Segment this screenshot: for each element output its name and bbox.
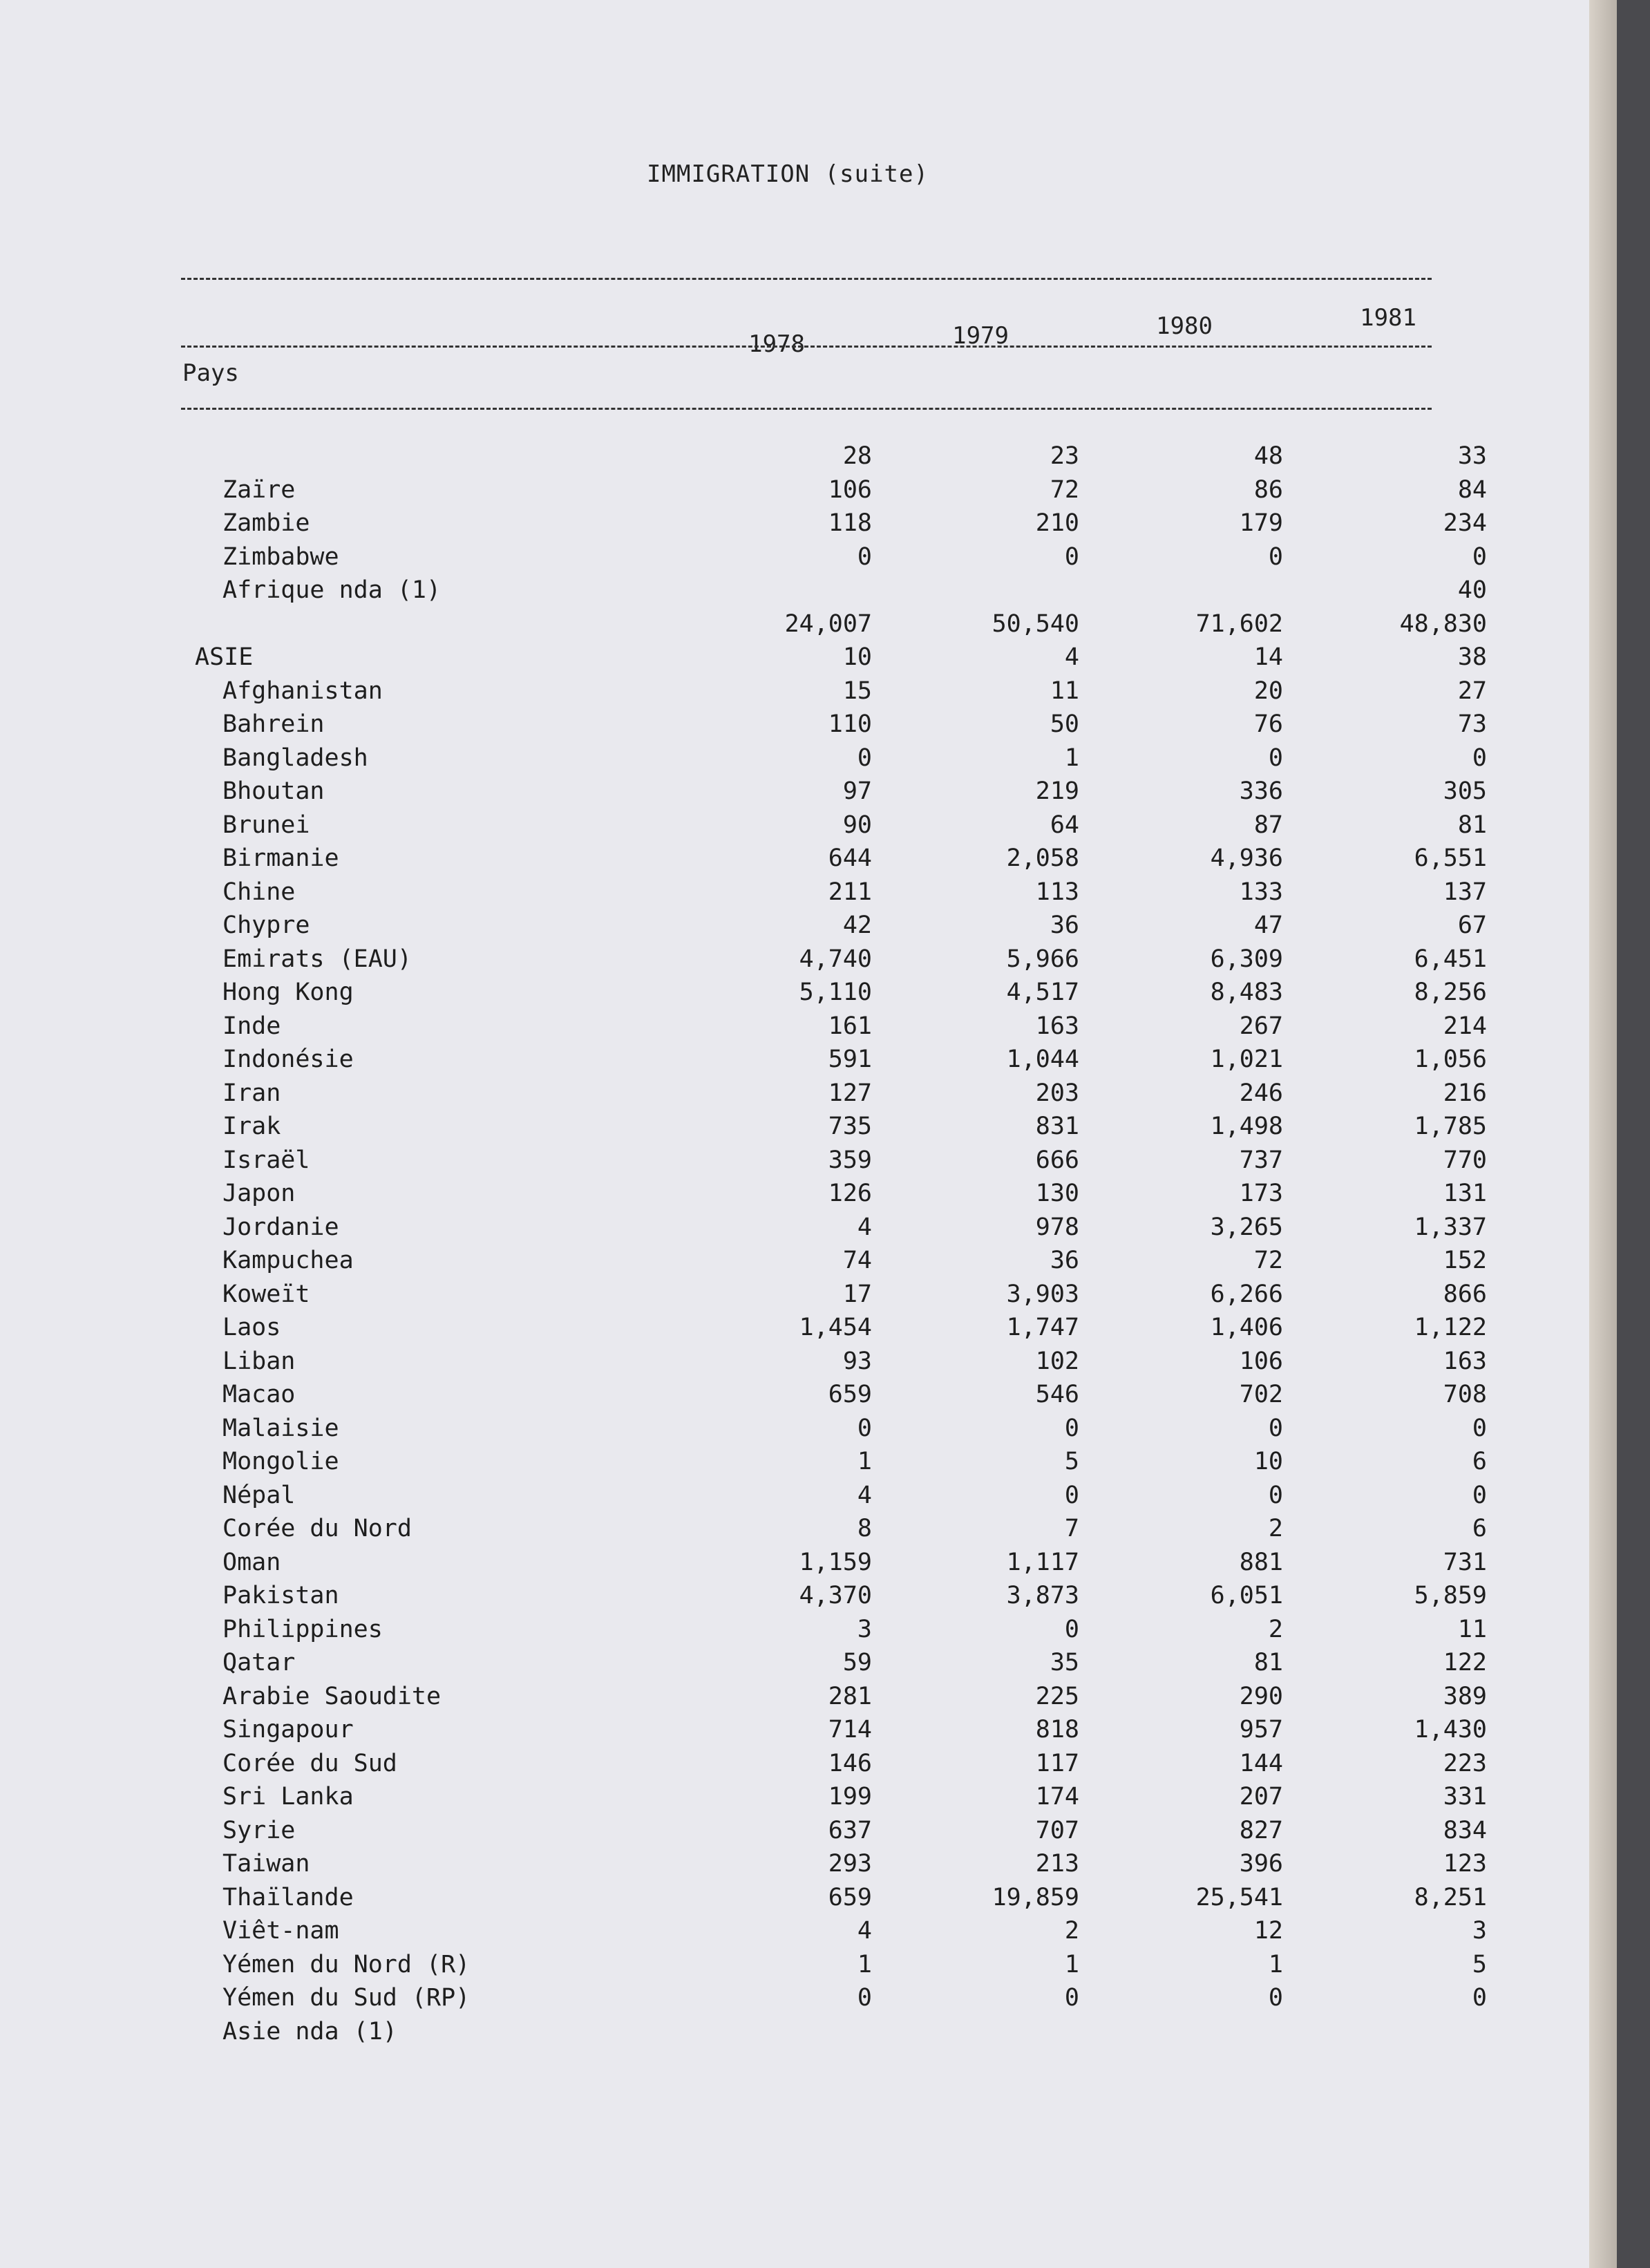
- value-1978: 118: [828, 509, 872, 537]
- value-1978: 42: [842, 911, 872, 939]
- table-row: [181, 911, 1487, 945]
- value-1980: 8,483: [1210, 979, 1283, 1006]
- value-1978: 637: [828, 1816, 872, 1844]
- country-name: Sri Lanka: [222, 1783, 354, 1811]
- value-1980: 1,021: [1210, 1046, 1283, 1073]
- country-name: Viêt-nam: [222, 1917, 339, 1945]
- table-row: [181, 1716, 1487, 1750]
- region-label: ASIE: [195, 643, 254, 671]
- value-1978: 15: [842, 677, 872, 705]
- value-1981: 73: [1457, 710, 1487, 738]
- value-1981: 0: [1472, 1414, 1487, 1442]
- value-1980: 47: [1253, 911, 1283, 939]
- value-1978: 199: [828, 1783, 872, 1811]
- value-1981: 84: [1457, 475, 1487, 504]
- value-1980: 133: [1239, 878, 1283, 906]
- value-1981: 331: [1443, 1783, 1487, 1811]
- country-name: Hong Kong: [222, 979, 354, 1006]
- value-1979: 203: [1035, 1079, 1079, 1107]
- header-rule-middle: [181, 346, 1432, 348]
- table-row: [181, 878, 1487, 912]
- table-row: [181, 1046, 1487, 1079]
- value-1978: 4: [857, 1481, 872, 1509]
- value-1979: 2,058: [1006, 844, 1079, 872]
- value-1979: 130: [1035, 1180, 1079, 1207]
- value-1980: 81: [1253, 1649, 1283, 1676]
- value-1978: 8: [857, 1515, 872, 1542]
- value-1978: 127: [828, 1079, 872, 1107]
- country-name: Afghanistan: [222, 677, 383, 705]
- year-header-1978: 1978: [748, 330, 805, 358]
- value-1979: 113: [1035, 878, 1079, 906]
- table-row: [181, 2018, 1459, 2052]
- table-row: [181, 1213, 1487, 1247]
- value-1981: 8,256: [1414, 979, 1487, 1006]
- value-1980: 20: [1253, 677, 1283, 705]
- value-1979: 11: [1050, 677, 1079, 705]
- value-1980: 1,406: [1210, 1314, 1283, 1341]
- value-1980: 0: [1268, 1414, 1283, 1442]
- value-1978: 1: [857, 1448, 872, 1475]
- country-name: Arabie Saoudite: [222, 1682, 442, 1710]
- value-1981: 223: [1443, 1749, 1487, 1777]
- value-1979: 1,747: [1006, 1314, 1079, 1341]
- value-1981: 6: [1472, 1515, 1487, 1542]
- value-1978: 110: [828, 710, 872, 738]
- value-1979: 0: [1064, 1615, 1079, 1643]
- value-1981: 834: [1443, 1816, 1487, 1844]
- country-name: Pakistan: [222, 1582, 339, 1609]
- value-1980: 87: [1253, 811, 1283, 839]
- table-row: [181, 1515, 1487, 1549]
- table-row: [181, 609, 1487, 644]
- value-1979: 1,044: [1006, 1046, 1079, 1073]
- country-name: Zaïre: [222, 475, 296, 504]
- value-1981: 11: [1457, 1615, 1487, 1643]
- country-name: Afrique nda (1): [222, 576, 442, 604]
- value-1981: 5: [1472, 1950, 1487, 1978]
- table-row: [181, 710, 1487, 744]
- table-row: [181, 1347, 1487, 1381]
- value-1979: 35: [1050, 1649, 1079, 1676]
- value-1979: 2: [1064, 1917, 1079, 1945]
- country-name: Asie nda (1): [222, 2017, 397, 2045]
- value-1979: 102: [1035, 1347, 1079, 1375]
- value-1978: 0: [857, 1414, 872, 1442]
- value-1981: 38: [1457, 643, 1487, 671]
- value-1979: 36: [1050, 1247, 1079, 1274]
- value-1978: 59: [842, 1649, 872, 1676]
- value-1981: 1,056: [1414, 1046, 1487, 1073]
- value-1979: 4,517: [1006, 979, 1079, 1006]
- value-1978: 0: [857, 744, 872, 772]
- value-1980: 207: [1239, 1783, 1283, 1811]
- value-1978: 28: [842, 442, 872, 470]
- value-1980: 144: [1239, 1749, 1283, 1777]
- country-name: Malaisie: [222, 1414, 339, 1442]
- page-edge: [1589, 0, 1617, 2268]
- value-1980: 0: [1268, 744, 1283, 772]
- country-name: Japon: [222, 1180, 296, 1207]
- table-row: [181, 677, 1487, 711]
- table-row: [181, 744, 1487, 778]
- table-row: [181, 1481, 1487, 1515]
- table-row: [181, 1146, 1487, 1180]
- country-name: Bangladesh: [222, 744, 368, 772]
- country-name: Yémen du Sud (RP): [222, 1984, 471, 2012]
- value-1980: 702: [1239, 1381, 1283, 1408]
- value-1979: 3,873: [1006, 1582, 1079, 1609]
- value-1978: 126: [828, 1180, 872, 1207]
- country-name: Israël: [222, 1146, 310, 1174]
- value-1980: 0: [1268, 1984, 1283, 2012]
- value-1981: 3: [1472, 1917, 1487, 1945]
- value-1979: 3,903: [1006, 1280, 1079, 1308]
- table-row: [181, 811, 1487, 845]
- value-1980: 336: [1239, 777, 1283, 805]
- value-1978: 659: [828, 1883, 872, 1911]
- value-1981: 6,551: [1414, 844, 1487, 872]
- country-name: Zimbabwe: [222, 542, 339, 571]
- table-row: [181, 1682, 1487, 1717]
- value-1978: 359: [828, 1146, 872, 1174]
- value-1980: 827: [1239, 1816, 1283, 1844]
- table-row: [181, 1247, 1487, 1281]
- value-1981: 40: [1457, 576, 1487, 604]
- value-1978: 90: [842, 811, 872, 839]
- value-1980: 957: [1239, 1716, 1283, 1743]
- country-name: Taiwan: [222, 1850, 310, 1878]
- table-row: [181, 643, 1487, 677]
- value-1978: 3: [857, 1615, 872, 1643]
- value-1978: 74: [842, 1247, 872, 1274]
- value-1981: 5,859: [1414, 1582, 1487, 1609]
- country-name: Irak: [222, 1113, 281, 1140]
- value-1980: 86: [1253, 475, 1283, 504]
- value-1980: 6,051: [1210, 1582, 1283, 1609]
- table-row: [181, 1012, 1487, 1046]
- value-1980: 2: [1268, 1515, 1283, 1542]
- table-row: [181, 1883, 1487, 1918]
- country-name: Emirats (EAU): [222, 945, 412, 973]
- year-header-1980: 1980: [1156, 312, 1213, 340]
- value-1981: 770: [1443, 1146, 1487, 1174]
- country-name: Népal: [222, 1481, 296, 1509]
- value-1979: 174: [1035, 1783, 1079, 1811]
- value-1978: 714: [828, 1716, 872, 1743]
- country-name: Zambie: [222, 509, 310, 537]
- value-1980: 14: [1253, 643, 1283, 671]
- value-1981: 137: [1443, 878, 1487, 906]
- table-row: [181, 1749, 1487, 1784]
- value-1981: 152: [1443, 1247, 1487, 1274]
- value-1980: 12: [1253, 1917, 1283, 1945]
- table-row: [181, 777, 1487, 811]
- table-row: [181, 1180, 1487, 1213]
- value-1981: 1,430: [1414, 1716, 1487, 1743]
- value-1978: 4,740: [799, 945, 872, 973]
- value-1979: 213: [1035, 1850, 1079, 1878]
- value-1980: 106: [1239, 1347, 1283, 1375]
- table-row: [181, 442, 1487, 476]
- table-row: [181, 1582, 1487, 1616]
- country-name: Singapour: [222, 1716, 354, 1743]
- value-1981: 866: [1443, 1280, 1487, 1308]
- table-row: [181, 1448, 1487, 1482]
- table-row: [181, 576, 1487, 610]
- value-1981: 0: [1472, 744, 1487, 772]
- value-1979: 818: [1035, 1716, 1079, 1743]
- table-row: [181, 475, 1487, 510]
- value-1979: 546: [1035, 1381, 1079, 1408]
- country-name: Corée du Nord: [222, 1515, 412, 1542]
- value-1978: 17: [842, 1280, 872, 1308]
- value-1978: 4: [857, 1213, 872, 1241]
- value-1981: 0: [1472, 1984, 1487, 2012]
- value-1981: 1,337: [1414, 1213, 1487, 1241]
- value-1979: 72: [1050, 475, 1079, 504]
- value-1979: 210: [1035, 509, 1079, 537]
- value-1979: 1: [1064, 744, 1079, 772]
- table-row: [181, 1615, 1487, 1650]
- value-1981: 122: [1443, 1649, 1487, 1676]
- country-column-header: Pays: [182, 359, 239, 387]
- value-1980: 396: [1239, 1850, 1283, 1878]
- value-1980: 25,541: [1195, 1883, 1283, 1911]
- value-1981: 1,122: [1414, 1314, 1487, 1341]
- value-1981: 163: [1443, 1347, 1487, 1375]
- country-name: Chine: [222, 878, 296, 906]
- value-1979: 5,966: [1006, 945, 1079, 973]
- header-rule-top: [181, 278, 1432, 280]
- table-row: [181, 1649, 1487, 1683]
- value-1980: 6,309: [1210, 945, 1283, 973]
- value-1980: 267: [1239, 1012, 1283, 1040]
- value-1979: 163: [1035, 1012, 1079, 1040]
- country-name: Bahrein: [222, 710, 325, 738]
- country-name: Liban: [222, 1347, 296, 1375]
- value-1979: 23: [1050, 442, 1079, 470]
- value-1981: 216: [1443, 1079, 1487, 1107]
- value-1980: 1,498: [1210, 1113, 1283, 1140]
- value-1979: 978: [1035, 1213, 1079, 1241]
- value-1980: 737: [1239, 1146, 1283, 1174]
- table-row: [181, 542, 1487, 577]
- value-1978: 4,370: [799, 1582, 872, 1609]
- table-row: [181, 1079, 1487, 1113]
- value-1978: 591: [828, 1046, 872, 1073]
- value-1979: 5: [1064, 1448, 1079, 1475]
- table-row: [181, 945, 1487, 979]
- value-1979: 117: [1035, 1749, 1079, 1777]
- value-1978: 293: [828, 1850, 872, 1878]
- value-1979: 7: [1064, 1515, 1079, 1542]
- country-name: Birmanie: [222, 844, 339, 872]
- value-1980: 10: [1253, 1448, 1283, 1475]
- value-1979: 831: [1035, 1113, 1079, 1140]
- value-1978: 10: [842, 643, 872, 671]
- table-row: [181, 509, 1487, 543]
- value-1978: 0: [857, 1984, 872, 2012]
- table-row: [181, 1548, 1487, 1582]
- value-1981: 731: [1443, 1548, 1487, 1576]
- value-1979: 0: [1064, 1481, 1079, 1509]
- table-row: [181, 1783, 1487, 1817]
- value-1980: 6,266: [1210, 1280, 1283, 1308]
- table-row: [181, 1314, 1487, 1348]
- value-1978: 211: [828, 878, 872, 906]
- country-name: Syrie: [222, 1816, 296, 1844]
- value-1980: 290: [1239, 1682, 1283, 1710]
- country-name: Macao: [222, 1381, 296, 1408]
- value-1981: 48,830: [1399, 609, 1487, 638]
- value-1980: 0: [1268, 542, 1283, 571]
- value-1979: 4: [1064, 643, 1079, 671]
- value-1980: 881: [1239, 1548, 1283, 1576]
- country-name: Corée du Sud: [222, 1749, 397, 1777]
- table-row: [181, 1816, 1487, 1851]
- value-1979: 219: [1035, 777, 1079, 805]
- table-row: [181, 1950, 1487, 1985]
- value-1979: 19,859: [992, 1883, 1079, 1911]
- table-row: [181, 1113, 1487, 1146]
- value-1979: 0: [1064, 1414, 1079, 1442]
- value-1981: 33: [1457, 442, 1487, 470]
- value-1981: 234: [1443, 509, 1487, 537]
- value-1978: 1,454: [799, 1314, 872, 1341]
- value-1978: 146: [828, 1749, 872, 1777]
- value-1981: 123: [1443, 1850, 1487, 1878]
- value-1980: 1: [1268, 1950, 1283, 1978]
- country-name: Yémen du Nord (R): [222, 1950, 471, 1978]
- value-1981: 27: [1457, 677, 1487, 705]
- value-1981: 0: [1472, 1481, 1487, 1509]
- country-name: Oman: [222, 1548, 281, 1576]
- country-name: Indonésie: [222, 1046, 354, 1073]
- value-1981: 6: [1472, 1448, 1487, 1475]
- value-1980: 76: [1253, 710, 1283, 738]
- country-name: Qatar: [222, 1649, 296, 1676]
- country-name: Kampuchea: [222, 1247, 354, 1274]
- value-1981: 389: [1443, 1682, 1487, 1710]
- value-1979: 64: [1050, 811, 1079, 839]
- country-name: Jordanie: [222, 1213, 339, 1241]
- value-1980: 71,602: [1195, 609, 1283, 638]
- value-1980: 0: [1268, 1481, 1283, 1509]
- table-row: [181, 1984, 1487, 2018]
- value-1978: 659: [828, 1381, 872, 1408]
- country-name: Thaïlande: [222, 1883, 354, 1911]
- value-1978: 24,007: [784, 609, 872, 638]
- value-1981: 81: [1457, 811, 1487, 839]
- value-1978: 1: [857, 1950, 872, 1978]
- country-name: Mongolie: [222, 1448, 339, 1475]
- value-1981: 305: [1443, 777, 1487, 805]
- data-table: [181, 442, 1487, 2051]
- table-row: [181, 1917, 1487, 1951]
- country-name: Philippines: [222, 1615, 383, 1643]
- value-1981: 214: [1443, 1012, 1487, 1040]
- country-name: Inde: [222, 1012, 281, 1040]
- value-1978: 735: [828, 1113, 872, 1140]
- page-title: IMMIGRATION (suite): [647, 160, 929, 188]
- value-1980: 4,936: [1210, 844, 1283, 872]
- table-row: [181, 844, 1487, 878]
- country-name: Brunei: [222, 811, 310, 839]
- value-1981: 67: [1457, 911, 1487, 939]
- country-name: Koweït: [222, 1280, 310, 1308]
- value-1980: 2: [1268, 1615, 1283, 1643]
- value-1979: 0: [1064, 542, 1079, 571]
- table-row: [181, 979, 1487, 1012]
- value-1981: 8,251: [1414, 1883, 1487, 1911]
- value-1981: 1,785: [1414, 1113, 1487, 1140]
- table-row: [181, 1850, 1487, 1884]
- table-row: [181, 1414, 1487, 1448]
- year-header-1981: 1981: [1360, 304, 1416, 332]
- country-name: Chypre: [222, 911, 310, 939]
- value-1981: 131: [1443, 1180, 1487, 1207]
- value-1980: 179: [1239, 509, 1283, 537]
- country-name: Laos: [222, 1314, 281, 1341]
- value-1979: 50,540: [992, 609, 1079, 638]
- value-1980: 173: [1239, 1180, 1283, 1207]
- value-1981: 0: [1472, 542, 1487, 571]
- value-1979: 666: [1035, 1146, 1079, 1174]
- value-1978: 106: [828, 475, 872, 504]
- value-1981: 6,451: [1414, 945, 1487, 973]
- country-name: Iran: [222, 1079, 281, 1107]
- value-1978: 5,110: [799, 979, 872, 1006]
- country-name: Bhoutan: [222, 777, 325, 805]
- value-1978: 281: [828, 1682, 872, 1710]
- value-1979: 225: [1035, 1682, 1079, 1710]
- value-1980: 246: [1239, 1079, 1283, 1107]
- value-1978: 161: [828, 1012, 872, 1040]
- value-1978: 1,159: [799, 1548, 872, 1576]
- value-1979: 1: [1064, 1950, 1079, 1978]
- year-header-1979: 1979: [952, 322, 1009, 350]
- value-1981: 708: [1443, 1381, 1487, 1408]
- value-1980: 48: [1253, 442, 1283, 470]
- value-1979: 36: [1050, 911, 1079, 939]
- value-1978: 97: [842, 777, 872, 805]
- value-1978: 0: [857, 542, 872, 571]
- header-rule-bottom: [181, 408, 1432, 410]
- table-row: [181, 1381, 1487, 1415]
- value-1979: 50: [1050, 710, 1079, 738]
- value-1978: 644: [828, 844, 872, 872]
- value-1980: 72: [1253, 1247, 1283, 1274]
- value-1978: 4: [857, 1917, 872, 1945]
- value-1979: 0: [1064, 1984, 1079, 2012]
- value-1979: 707: [1035, 1816, 1079, 1844]
- value-1979: 1,117: [1006, 1548, 1079, 1576]
- table-row: [181, 1280, 1487, 1314]
- value-1980: 3,265: [1210, 1213, 1283, 1241]
- value-1978: 93: [842, 1347, 872, 1375]
